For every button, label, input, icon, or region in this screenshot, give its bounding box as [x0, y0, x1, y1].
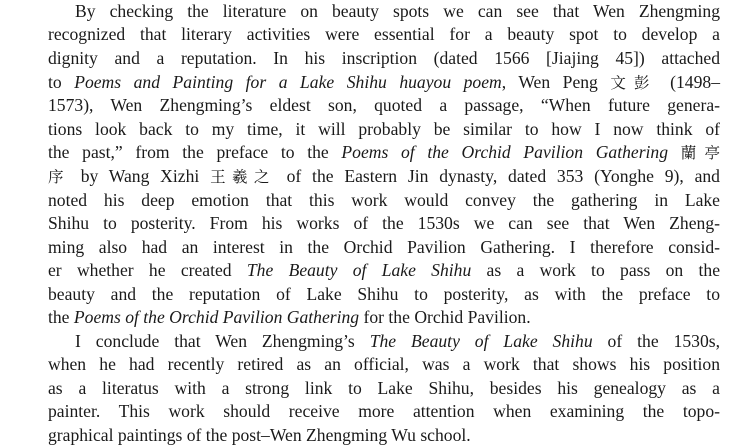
- text-run: graphical paintings of the post–Wen Zhengming Wu school.: [48, 425, 471, 445]
- text-run: when he had recently retired as an official, was a work that shows his position: [48, 354, 720, 374]
- text-run: as a work to pass on the: [471, 260, 721, 280]
- italic-title: Poems of the Orchid Pavilion Gathering: [341, 142, 669, 162]
- paragraph-1-line-6: [48, 117, 720, 142]
- paragraph-1-line-1: [75, 0, 720, 24]
- paragraph-1-line-2: [48, 22, 720, 47]
- paragraph-1-line-7: [48, 140, 720, 165]
- text-run: er whether he created: [48, 260, 247, 280]
- text-run: By checking the literature on beauty spots we can see that Wen Zhengming: [75, 1, 720, 21]
- paragraph-2-line-3: [48, 376, 720, 401]
- text-run: to: [48, 72, 75, 92]
- paragraph-2-line-4: [48, 399, 720, 424]
- paragraph-1-line-8: [48, 164, 720, 189]
- paragraph-2-line-1: [75, 329, 720, 354]
- text-run: for the Orchid Pavilion.: [359, 307, 531, 327]
- paragraph-1-line-4: [48, 70, 720, 95]
- text-run: I conclude that Wen Zhengming’s: [75, 331, 370, 351]
- paragraph-1-line-10: [48, 211, 720, 236]
- text-run: recognized that literary activities were essential for a beauty spot to develop a: [48, 24, 720, 44]
- italic-title: Poems and Painting for a Lake Shihu huayou poem: [74, 72, 502, 92]
- chinese-characters: 蘭亭: [680, 144, 720, 162]
- text-run: 1573), Wen Zhengming’s eldest son, quoted a passage, “When future genera-: [48, 95, 720, 115]
- text-run: dignity and a reputation. In his inscription (dated 1566 [Jiajing 45]) attached: [48, 48, 720, 68]
- text-run: of the 1530s,: [592, 331, 720, 351]
- paragraph-1-line-12: [48, 258, 720, 283]
- text-run: painter. This work should receive more attention when examining the topo-: [48, 401, 720, 421]
- paragraph-1-line-3: [48, 46, 720, 71]
- text-run: beauty and the reputation of Lake Shihu to posterity, as with the preface to: [48, 284, 720, 304]
- text-run: as a literatus with a strong link to Lake Shihu, besides his genealogy as a: [48, 378, 720, 398]
- text-run: by Wang Xizhi: [69, 166, 211, 186]
- text-run: of the Eastern Jin dynasty, dated 353 (Yonghe 9), and: [275, 166, 720, 186]
- text-run: (1498–: [657, 72, 720, 92]
- italic-title: The Beauty of Lake Shihu: [369, 331, 593, 351]
- chinese-characters: 序: [48, 168, 70, 186]
- chinese-characters: 文彭: [610, 74, 658, 92]
- text-run: the past,” from the preface to the: [48, 142, 342, 162]
- paragraph-1-line-13: [48, 282, 720, 307]
- text-run: ming also had an interest in the Orchid Pavilion Gathering. I therefore consid-: [48, 237, 720, 257]
- paragraph-2-line-2: [48, 352, 720, 377]
- chinese-characters: 王羲之: [210, 168, 276, 186]
- paragraph-1-line-9: [48, 188, 720, 213]
- text-run: Shihu to posterity. From his works of the 1530s we can see that Wen Zheng-: [48, 213, 720, 233]
- paragraph-1-line-5: [48, 93, 720, 118]
- text-run: the: [48, 307, 74, 327]
- paragraph-2-line-5: [48, 423, 720, 448]
- text-run: [668, 142, 681, 162]
- text-run: tions look back to my time, it will probably be similar to how I now think of: [48, 119, 720, 139]
- italic-title: Poems of the Orchid Pavilion Gathering: [73, 307, 360, 327]
- paragraph-1-line-14: [48, 305, 720, 330]
- paragraph-1-line-11: [48, 235, 720, 260]
- text-run: , Wen Peng: [501, 72, 611, 92]
- italic-title: The Beauty of Lake Shihu: [246, 260, 472, 280]
- text-run: noted his deep emotion that this work would convey the gathering in Lake: [48, 190, 720, 210]
